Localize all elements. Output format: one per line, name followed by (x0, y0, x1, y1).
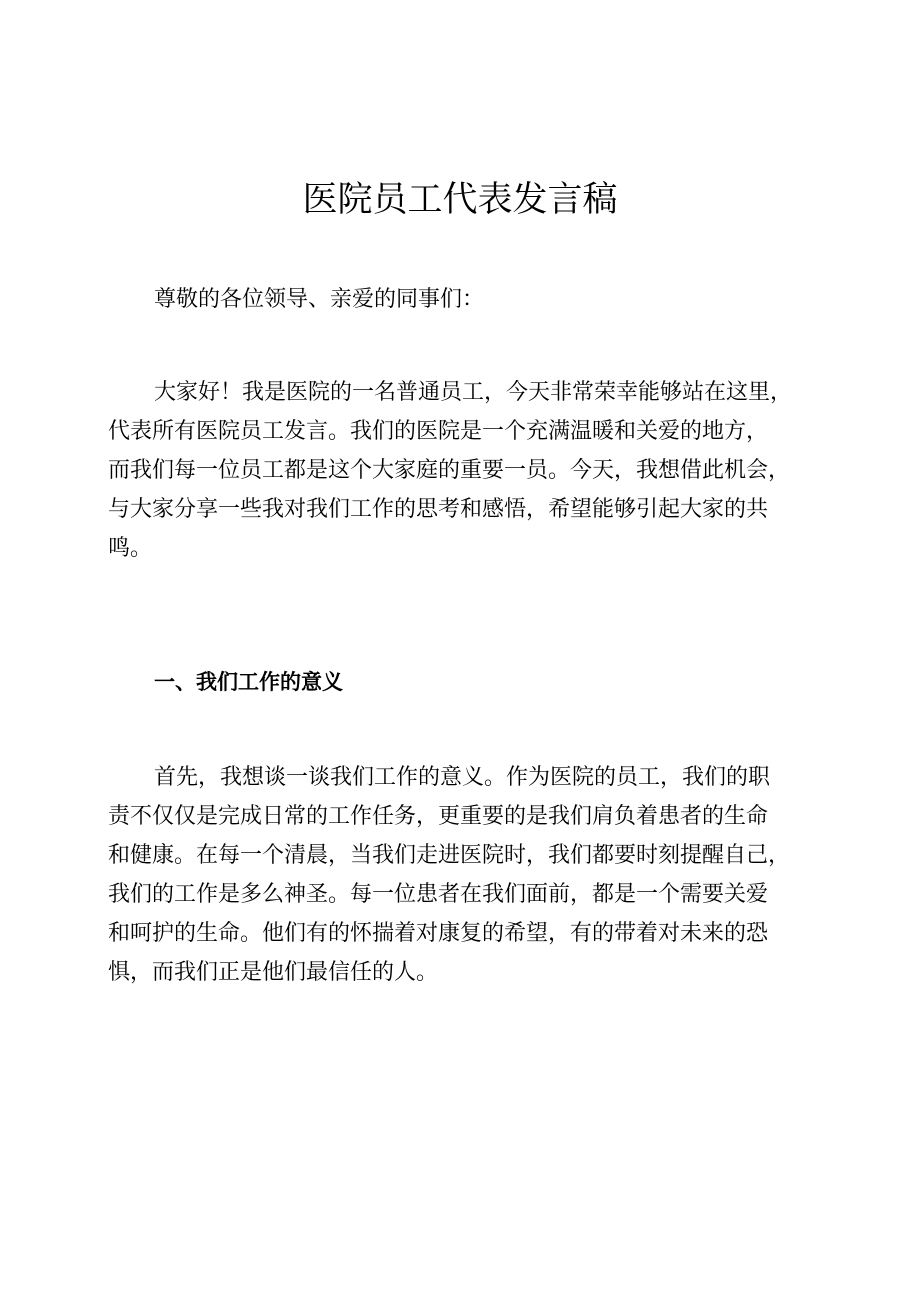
paragraph-line: 首先，我想谈一谈我们工作的意义。作为医院的员工，我们的职 (154, 765, 771, 790)
paragraph-line: 而我们每一位员工都是这个大家庭的重要一员。今天，我想借此机会， (108, 458, 791, 483)
paragraph-line: 代表所有医院员工发言。我们的医院是一个充满温暖和关爱的地方， (108, 419, 769, 444)
paragraph-line: 我们的工作是多么神圣。每一位患者在我们面前，都是一个需要关爱 (108, 882, 769, 907)
paragraph-line: 惧，而我们正是他们最信任的人。 (108, 960, 439, 985)
section-heading: 一、我们工作的意义 (154, 670, 343, 694)
document-title: 医院员工代表发言稿 (302, 180, 618, 220)
paragraph-line: 与大家分享一些我对我们工作的思考和感悟，希望能够引起大家的共 (108, 497, 769, 522)
paragraph-2 (108, 758, 820, 992)
paragraph-line: 鸣。 (108, 536, 153, 561)
paragraph-line: 和呵护的生命。他们有的怀揣着对康复的希望，有的带着对未来的恐 (108, 921, 769, 946)
paragraph-line: 大家好！我是医院的一名普通员工，今天非常荣幸能够站在这里， (154, 380, 793, 405)
paragraph-line: 责不仅仅是完成日常的工作任务，更重要的是我们肩负着患者的生命 (108, 804, 769, 829)
paragraph-line: 和健康。在每一个清晨，当我们走进医院时，我们都要时刻提醒自己， (108, 843, 791, 868)
salutation-text: 尊敬的各位领导、亲爱的同事们： (154, 287, 485, 312)
paragraph-1 (108, 373, 820, 568)
salutation (108, 280, 820, 319)
